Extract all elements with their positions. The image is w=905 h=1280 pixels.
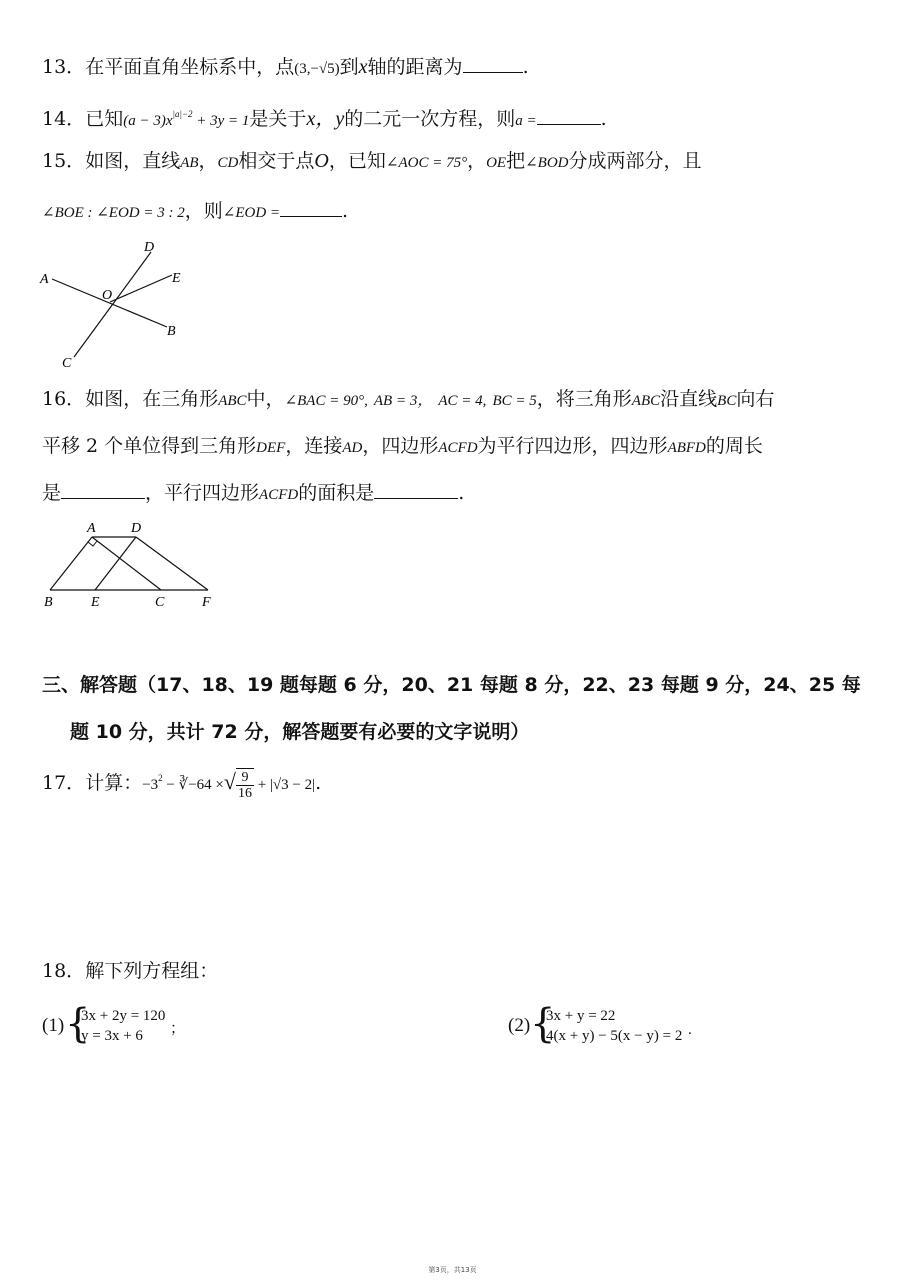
q15-text-7: ，则 bbox=[184, 200, 223, 222]
q13-answer-blank bbox=[463, 54, 523, 73]
q16-cond-angle: ∠BAC = 90°, bbox=[284, 393, 368, 409]
q16-segment-ac bbox=[92, 537, 161, 590]
q16-text-4: 沿直线 bbox=[660, 388, 718, 410]
q13-text-pre: 在平面直角坐标系中，点 bbox=[85, 56, 295, 78]
q18-part-1-system bbox=[81, 1006, 165, 1046]
q14-text-pre: 已知 bbox=[85, 108, 124, 130]
q15-answer-blank bbox=[280, 198, 342, 217]
q17-end: . bbox=[315, 772, 322, 794]
q18-part-1-equation-1: 3x + 2y = 120 bbox=[81, 1008, 166, 1024]
q16-area-blank bbox=[374, 480, 458, 499]
q16-ad: AD bbox=[342, 440, 363, 456]
q16-cond-ac: AC = 4, bbox=[438, 393, 487, 409]
q16-text-6: 平移 2 个单位得到三角形 bbox=[42, 435, 257, 457]
q15-label-e: E bbox=[172, 271, 181, 286]
question-18 bbox=[42, 958, 218, 984]
q16-label-a: A bbox=[87, 521, 96, 536]
question-16-line-2 bbox=[42, 433, 763, 461]
page-footer: 第3页，共13页 bbox=[428, 1266, 477, 1274]
q17-sqrt-sign: √ bbox=[223, 769, 236, 794]
q17-label: 计算： bbox=[85, 772, 143, 794]
q16-segment-de bbox=[95, 537, 136, 590]
q15-text-6: 分成两部分，且 bbox=[568, 150, 702, 172]
q16-number: 16． bbox=[42, 388, 86, 410]
q15-angle-bod: ∠BOD bbox=[525, 155, 569, 171]
q15-line-cd bbox=[74, 252, 151, 357]
q18-part-1-label: (1) bbox=[42, 1015, 65, 1036]
q16-abfd: ABFD bbox=[667, 440, 706, 456]
q16-cond-ab: AB = 3， bbox=[373, 393, 433, 409]
q16-perimeter-blank bbox=[61, 480, 145, 499]
q16-segment-ab bbox=[50, 537, 92, 590]
q16-def: DEF bbox=[256, 440, 286, 456]
q14-text-mid: 是关于 bbox=[249, 108, 307, 130]
q15-text-4: ， bbox=[467, 150, 487, 172]
q15-text-5: 把 bbox=[506, 150, 526, 172]
q13-point: (3,−√5) bbox=[294, 61, 340, 77]
q13-axis: x bbox=[358, 56, 368, 78]
q15-end: . bbox=[342, 200, 349, 222]
q15-label-b: B bbox=[167, 324, 176, 339]
q15-label-o: O bbox=[102, 288, 113, 303]
q17-fraction-denominator: 16 bbox=[237, 785, 252, 801]
q15-text-3: ，已知 bbox=[328, 150, 386, 172]
q16-abc: ABC bbox=[218, 393, 247, 409]
q18-part-2-system bbox=[546, 1006, 682, 1046]
q16-text-9: 为平行四边形，四边形 bbox=[477, 435, 668, 457]
q17-fraction-numerator: 9 bbox=[236, 770, 254, 786]
q17-term-3: + |√3 − 2| bbox=[253, 777, 316, 793]
q17-number: 17． bbox=[42, 772, 86, 794]
q16-text-3: ，将三角形 bbox=[536, 388, 632, 410]
q16-text-11: 是 bbox=[42, 482, 62, 504]
q15-label-c: C bbox=[62, 356, 72, 371]
q15-figure bbox=[30, 235, 200, 375]
section-3-heading-line-1: 三、解答题（17、18、19 题每题 6 分，20、21 每题 8 分，22、23 每题 9 分，24、25 每 bbox=[42, 674, 861, 696]
q16-label-e: E bbox=[91, 595, 100, 610]
q17-term-1-exponent: 2 bbox=[158, 773, 163, 783]
question-14 bbox=[42, 101, 607, 134]
q14-text-post: 的二元一次方程，则 bbox=[344, 108, 516, 130]
q14-answer-label: a = bbox=[515, 113, 537, 129]
q13-end: . bbox=[522, 56, 529, 78]
q16-cond-bc: BC = 5 bbox=[492, 393, 537, 409]
q14-vars: x，y bbox=[306, 108, 345, 130]
q16-text-10: 的周长 bbox=[705, 435, 763, 457]
q16-abc-2: ABC bbox=[631, 393, 661, 409]
q16-acfd-2: ACFD bbox=[259, 487, 299, 503]
q15-o: O bbox=[314, 150, 329, 172]
q15-cd: CD bbox=[217, 155, 239, 171]
q16-text-1: 如图，在三角形 bbox=[85, 388, 219, 410]
q16-label-b: B bbox=[44, 595, 53, 610]
q18-part-2-brace: { bbox=[530, 1001, 556, 1047]
q16-figure bbox=[38, 515, 218, 610]
q13-number: 13． bbox=[42, 56, 86, 78]
q15-label-a: A bbox=[40, 272, 49, 287]
q14-equation-a: (a − 3)x bbox=[123, 113, 173, 129]
q14-number: 14． bbox=[42, 108, 86, 130]
q15-oe: OE bbox=[486, 155, 507, 171]
q16-text-5: 向右 bbox=[736, 388, 775, 410]
q16-label-f: F bbox=[202, 595, 211, 610]
q16-label-d: D bbox=[131, 521, 142, 536]
q18-part-1-end: ； bbox=[170, 1021, 186, 1037]
section-3-heading-line-2: 题 10 分，共计 72 分，解答题要有必要的文字说明） bbox=[70, 721, 530, 743]
q16-bc: BC bbox=[717, 393, 737, 409]
q17-term-2: − ∛−64 × bbox=[162, 777, 224, 793]
q15-line-ab bbox=[52, 279, 167, 327]
q16-text-12: ，平行四边形 bbox=[145, 482, 260, 504]
q14-exponent: |a|−2 bbox=[172, 109, 193, 119]
q14-equation-b: + 3y = 1 bbox=[192, 113, 250, 129]
q15-angle-eod: ∠EOD = bbox=[222, 205, 281, 221]
q18-label: 解下列方程组： bbox=[85, 960, 219, 982]
question-16-line-1 bbox=[42, 386, 774, 414]
q17-term-1: −3 bbox=[142, 777, 159, 793]
q16-end: . bbox=[458, 482, 465, 504]
q17-fraction bbox=[236, 768, 254, 801]
q18-part-2-end: . bbox=[688, 1022, 692, 1038]
q18-part-2-label: (2) bbox=[508, 1015, 531, 1036]
q16-text-13: 的面积是 bbox=[298, 482, 375, 504]
q18-number: 18． bbox=[42, 960, 86, 982]
q16-text-8: ，四边形 bbox=[362, 435, 439, 457]
q16-text-2: 中， bbox=[246, 388, 285, 410]
q15-ratio: ∠BOE : ∠EOD = 3 : 2 bbox=[42, 205, 185, 221]
q16-label-c: C bbox=[155, 595, 165, 610]
question-15-line-1 bbox=[42, 148, 702, 176]
q13-text-post: 轴的距离为 bbox=[367, 56, 463, 78]
q16-acfd: ACFD bbox=[438, 440, 478, 456]
question-15-line-2 bbox=[42, 198, 348, 226]
q14-answer-blank bbox=[537, 106, 601, 125]
q13-text-mid: 到 bbox=[339, 56, 359, 78]
q16-text-7: ，连接 bbox=[285, 435, 343, 457]
q18-part-2-equation-2: 4(x + y) − 5(x − y) = 2 bbox=[546, 1028, 683, 1044]
q18-part-1-brace: { bbox=[65, 1001, 91, 1047]
question-17 bbox=[42, 765, 321, 805]
q15-text-1: 如图，直线 bbox=[85, 150, 181, 172]
q14-end: . bbox=[600, 108, 607, 130]
q16-right-angle-mark bbox=[88, 541, 97, 546]
question-16-line-3 bbox=[42, 480, 464, 508]
q15-angle-aoc: ∠AOC = 75° bbox=[385, 155, 468, 171]
q18-part-1-equation-2: y = 3x + 6 bbox=[81, 1028, 143, 1044]
q15-text-2: 相交于点 bbox=[238, 150, 315, 172]
q15-number: 15． bbox=[42, 150, 86, 172]
question-13 bbox=[42, 54, 529, 82]
q18-part-2-equation-1: 3x + y = 22 bbox=[546, 1008, 616, 1024]
q15-ab: AB bbox=[180, 155, 199, 171]
q15-sep: ， bbox=[198, 150, 218, 172]
q16-segment-df bbox=[136, 537, 208, 590]
q15-ray-oe bbox=[110, 275, 172, 302]
q15-label-d: D bbox=[144, 240, 155, 255]
